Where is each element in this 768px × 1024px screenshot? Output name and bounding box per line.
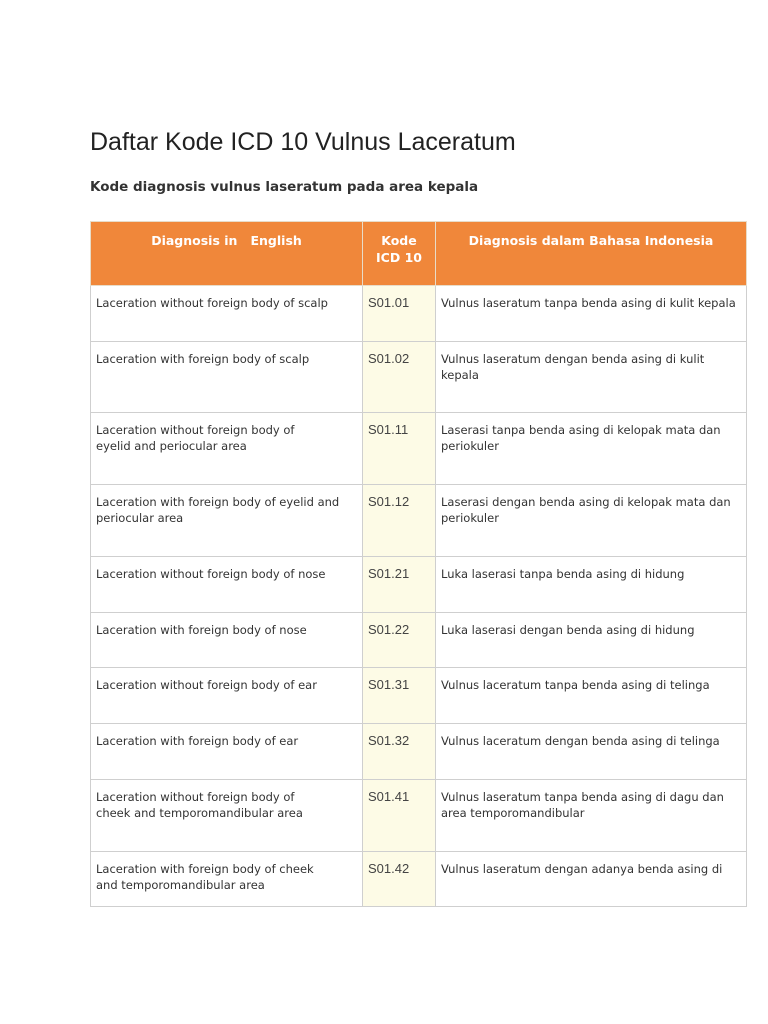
cell-code: S01.21 (363, 557, 436, 613)
cell-indonesian: Vulnus laseratum dengan benda asing di kulit kepala (436, 342, 747, 413)
cell-english: Laceration without foreign body of nose (91, 557, 363, 613)
cell-code: S01.41 (363, 780, 436, 852)
cell-indonesian: Vulnus laseratum tanpa benda asing di dagu dan area temporomandibular (436, 780, 747, 852)
table-row (91, 413, 747, 485)
table-row (91, 485, 747, 557)
page-title: Daftar Kode ICD 10 Vulnus Laceratum (90, 128, 516, 156)
cell-english: Laceration without foreign body of eyelid and periocular area (91, 413, 363, 485)
table-header (91, 222, 747, 286)
section-subtitle: Kode diagnosis vulnus laseratum pada area kepala (90, 179, 479, 195)
table-row (91, 852, 747, 907)
cell-code: S01.11 (363, 413, 436, 485)
table-row (91, 724, 747, 780)
table-row (91, 668, 747, 724)
cell-indonesian: Vulnus laceratum tanpa benda asing di telinga (436, 668, 747, 724)
cell-english: Laceration with foreign body of ear (91, 724, 363, 780)
cell-code: S01.12 (363, 485, 436, 557)
cell-indonesian: Luka laserasi tanpa benda asing di hidung (436, 557, 747, 613)
cell-code: S01.02 (363, 342, 436, 413)
icd-code-table (90, 221, 747, 907)
table-row (91, 286, 747, 342)
cell-english: Laceration with foreign body of eyelid and periocular area (91, 485, 363, 557)
table-header-row (91, 222, 747, 286)
table-row (91, 613, 747, 668)
table-row (91, 342, 747, 413)
cell-english: Laceration without foreign body of scalp (91, 286, 363, 342)
table-row (91, 780, 747, 852)
cell-indonesian: Laserasi dengan benda asing di kelopak mata dan periokuler (436, 485, 747, 557)
cell-english: Laceration with foreign body of scalp (91, 342, 363, 413)
table-row (91, 557, 747, 613)
header-code: Kode ICD 10 (363, 222, 436, 286)
cell-code: S01.22 (363, 613, 436, 668)
cell-english: Laceration without foreign body of cheek and temporomandibular area (91, 780, 363, 852)
table-body (91, 286, 747, 907)
cell-code: S01.01 (363, 286, 436, 342)
cell-indonesian: Vulnus laceratum dengan benda asing di telinga (436, 724, 747, 780)
cell-indonesian: Vulnus laseratum dengan adanya benda asing di (436, 852, 747, 907)
cell-code: S01.31 (363, 668, 436, 724)
cell-indonesian: Luka laserasi dengan benda asing di hidung (436, 613, 747, 668)
cell-english: Laceration with foreign body of nose (91, 613, 363, 668)
cell-english: Laceration with foreign body of cheek and temporomandibular area (91, 852, 363, 907)
header-indonesian: Diagnosis dalam Bahasa Indonesia (436, 222, 747, 286)
cell-indonesian: Laserasi tanpa benda asing di kelopak mata dan periokuler (436, 413, 747, 485)
header-english: Diagnosis in English (91, 222, 363, 286)
cell-english: Laceration without foreign body of ear (91, 668, 363, 724)
cell-code: S01.42 (363, 852, 436, 907)
cell-code: S01.32 (363, 724, 436, 780)
cell-indonesian: Vulnus laseratum tanpa benda asing di kulit kepala (436, 286, 747, 342)
